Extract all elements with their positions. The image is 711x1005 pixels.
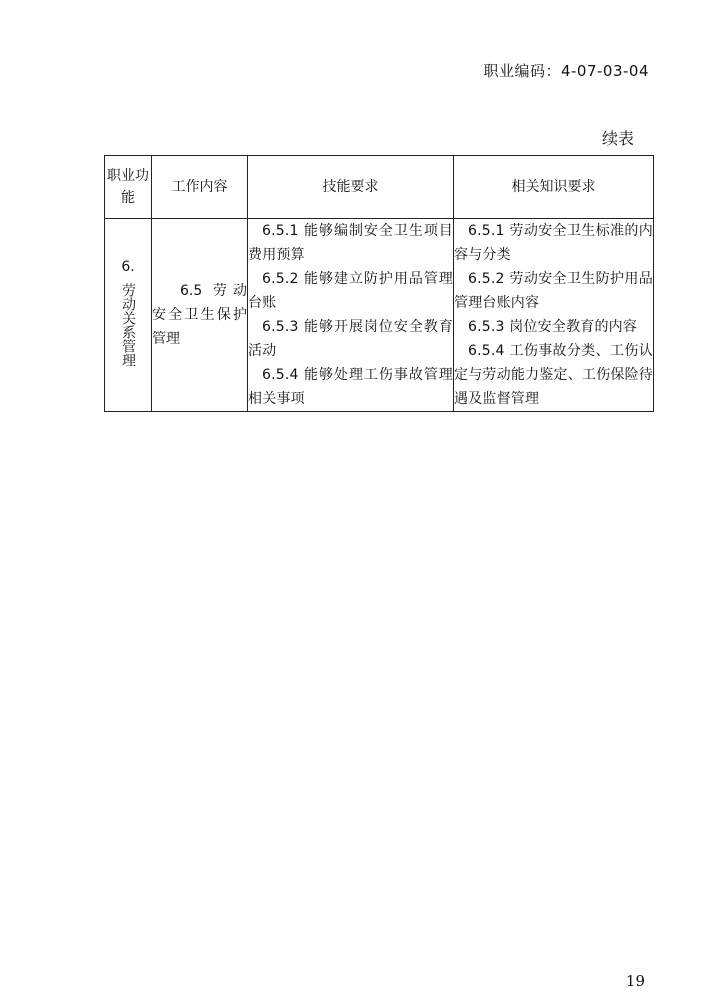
page-number: 19 xyxy=(625,972,645,990)
occupation-code: 职业编码：4-07-03-04 xyxy=(483,62,649,80)
header-work-content: 工作内容 xyxy=(152,156,248,219)
skill-item: 6.5.2 能够建立防护用品管理台账 xyxy=(248,271,453,311)
knowledge-item: 6.5.1 劳动安全卫生标准的内容与分类 xyxy=(454,223,653,263)
header-knowledge: 相关知识要求 xyxy=(454,156,654,219)
standards-table xyxy=(104,155,654,412)
continued-label: 续表 xyxy=(601,129,634,148)
header-skills: 技能要求 xyxy=(248,156,454,219)
function-name: 劳动关系管理 xyxy=(120,283,136,367)
skill-item: 6.5.1 能够编制安全卫生项目费用预算 xyxy=(248,223,453,263)
work-content-cell xyxy=(152,219,248,412)
header-function: 职业功能 xyxy=(105,156,152,219)
skill-item: 6.5.4 能够处理工伤事故管理相关事项 xyxy=(248,367,453,407)
knowledge-item: 6.5.2 劳动安全卫生防护用品管理台账内容 xyxy=(454,271,653,311)
skills-cell xyxy=(248,219,454,412)
skill-item: 6.5.3 能够开展岗位安全教育活动 xyxy=(248,319,453,359)
function-number: 6. xyxy=(121,259,135,275)
work-content: 6.5 劳动安全卫生保护管理 xyxy=(152,283,247,347)
knowledge-cell xyxy=(454,219,654,412)
function-cell xyxy=(105,219,152,412)
knowledge-item: 6.5.4 工伤事故分类、工伤认定与劳动能力鉴定、工伤保险待遇及监督管理 xyxy=(454,343,653,407)
knowledge-item: 6.5.3 岗位安全教育的内容 xyxy=(468,319,638,335)
table-header-row xyxy=(105,156,654,219)
table-row xyxy=(105,219,654,412)
